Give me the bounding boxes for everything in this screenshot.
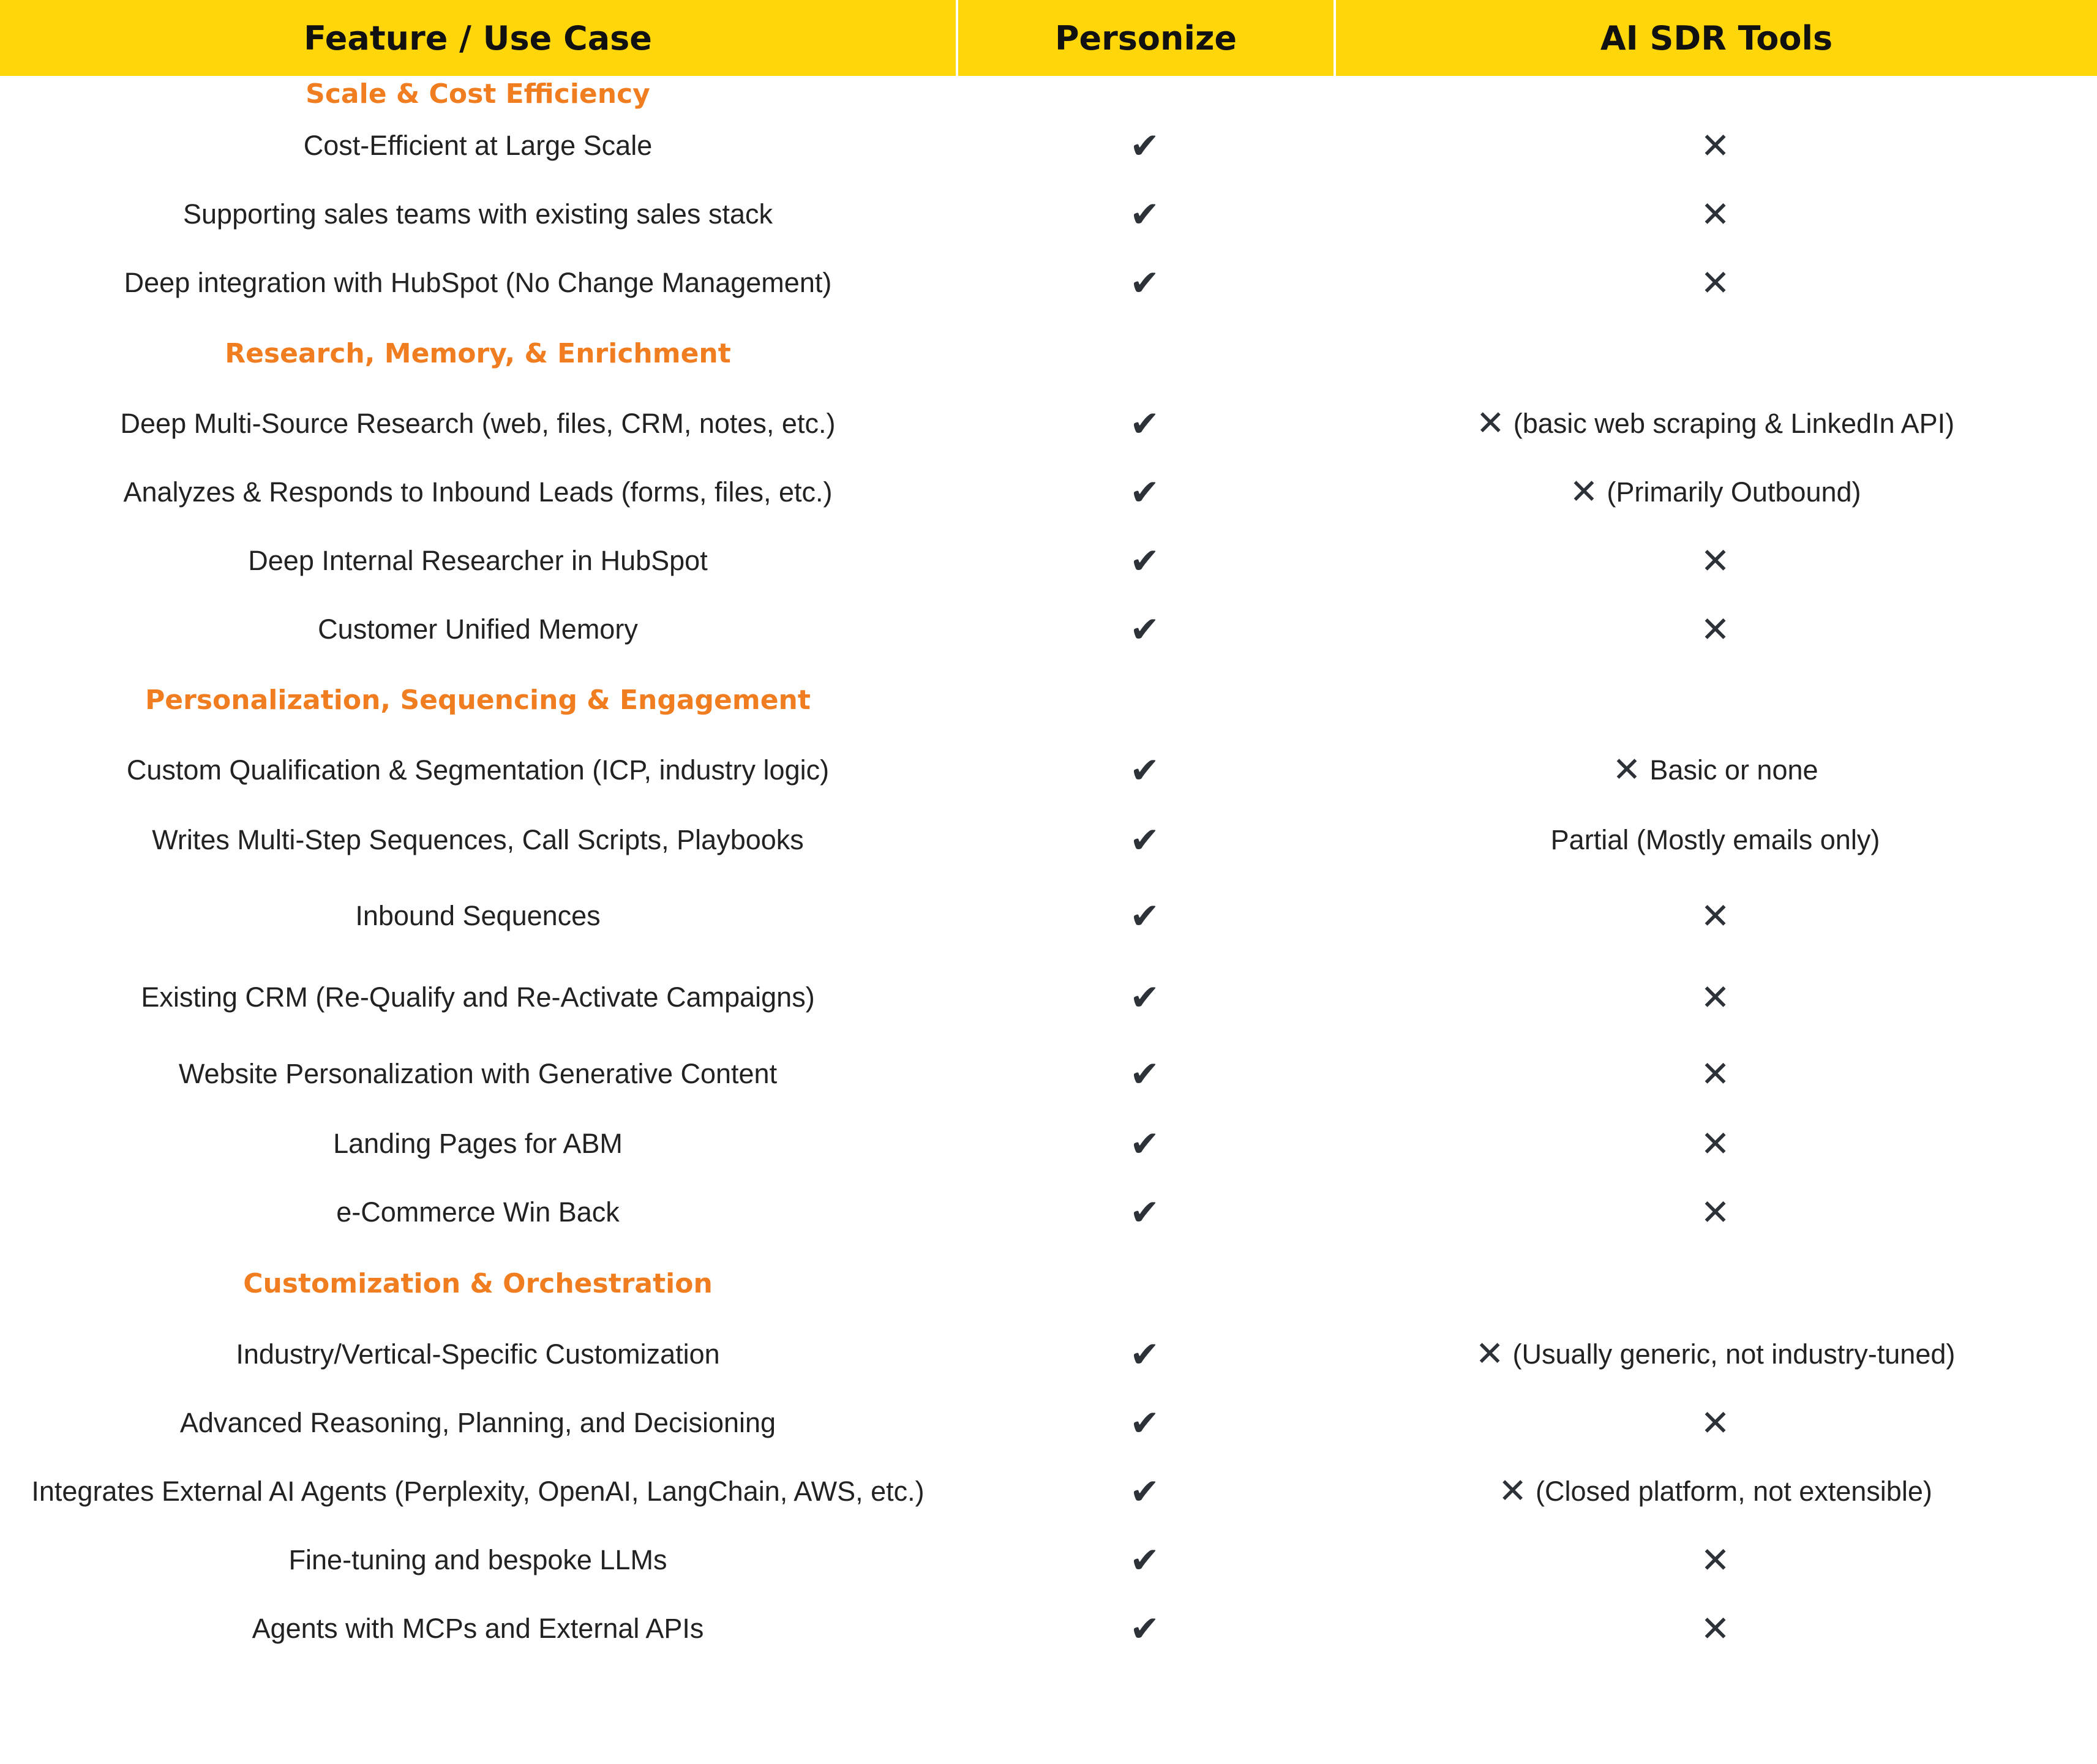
cross-icon: ✕: [1569, 472, 1599, 512]
feature-label: Deep Multi-Source Research (web, files, CRM, notes, etc.): [120, 408, 836, 439]
cross-icon: ✕: [1700, 193, 1730, 235]
checkmark-icon: ✔: [1130, 1402, 1160, 1444]
feature-label: Website Personalization with Generative Content: [178, 1058, 778, 1089]
table-row: [0, 111, 2097, 180]
section-row: [0, 317, 2097, 389]
checkmark-icon: ✔: [1130, 1334, 1160, 1375]
feature-label: Analyzes & Responds to Inbound Leads (forms, files, etc.): [123, 476, 833, 508]
cross-icon: ✕: [1476, 403, 1505, 443]
checkmark-icon: ✔: [1130, 977, 1160, 1018]
table-header: [0, 0, 2097, 76]
empty-cell: [956, 664, 1334, 736]
cross-icon: ✕: [1498, 1471, 1528, 1511]
feature-label: Fine-tuning and bespoke LLMs: [288, 1544, 667, 1575]
table-row: [0, 1594, 2097, 1663]
ai-sdr-cell: [1334, 389, 2097, 458]
empty-cell: [1334, 317, 2097, 389]
ai-sdr-note: (Closed platform, not extensible): [1536, 1476, 1932, 1507]
table-row: [0, 876, 2097, 956]
header-feature: Feature / Use Case: [304, 18, 652, 58]
cross-icon: ✕: [1612, 750, 1641, 790]
empty-cell: [956, 76, 1334, 111]
table-row: [0, 1320, 2097, 1389]
cross-icon: ✕: [1700, 1539, 1730, 1581]
ai-sdr-cell: [1334, 111, 2097, 180]
feature-label: Inbound Sequences: [355, 900, 601, 931]
table-row: [0, 1109, 2097, 1178]
personize-cell: [956, 1457, 1334, 1526]
table-row: [0, 527, 2097, 595]
header-ai-sdr-tools: AI SDR Tools: [1334, 0, 2097, 76]
personize-cell: [956, 111, 1334, 180]
personize-cell: [956, 1389, 1334, 1457]
table-row: [0, 180, 2097, 249]
cross-icon: ✕: [1700, 125, 1730, 167]
feature-label: Landing Pages for ABM: [333, 1128, 623, 1159]
cross-icon: ✕: [1700, 1402, 1730, 1444]
personize-cell: [956, 595, 1334, 664]
cross-icon: ✕: [1700, 609, 1730, 650]
feature-label: Deep integration with HubSpot (No Change Management): [124, 267, 832, 298]
table-row: [0, 389, 2097, 458]
checkmark-icon: ✔: [1130, 819, 1160, 861]
table-row: [0, 1389, 2097, 1457]
ai-sdr-note: Basic or none: [1649, 754, 1818, 786]
cross-icon: ✕: [1700, 540, 1730, 582]
table-row: [0, 736, 2097, 805]
cross-icon: ✕: [1700, 977, 1730, 1018]
empty-cell: [1334, 664, 2097, 736]
section-title: Customization & Orchestration: [243, 1267, 713, 1299]
table-row: [0, 249, 2097, 317]
ai-sdr-cell: [1334, 1526, 2097, 1594]
checkmark-icon: ✔: [1130, 403, 1160, 445]
checkmark-icon: ✔: [1130, 1471, 1160, 1512]
personize-cell: [956, 876, 1334, 956]
personize-cell: [956, 956, 1334, 1038]
feature-label: e-Commerce Win Back: [336, 1196, 620, 1228]
ai-sdr-cell: [1334, 736, 2097, 805]
ai-sdr-note: Partial (Mostly emails only): [1550, 824, 1880, 855]
section-row: [0, 76, 2097, 111]
personize-cell: [956, 1109, 1334, 1178]
personize-cell: [956, 1320, 1334, 1389]
personize-cell: [956, 249, 1334, 317]
cross-icon: ✕: [1475, 1334, 1504, 1374]
empty-cell: [1334, 1247, 2097, 1320]
feature-label: Cost-Efficient at Large Scale: [303, 130, 653, 161]
ai-sdr-note: (Usually generic, not industry-tuned): [1512, 1338, 1956, 1370]
checkmark-icon: ✔: [1130, 125, 1160, 167]
feature-label: Integrates External AI Agents (Perplexity, OpenAI, LangChain, AWS, etc.): [31, 1476, 925, 1507]
feature-label: Industry/Vertical-Specific Customization: [236, 1338, 720, 1370]
personize-cell: [956, 805, 1334, 876]
checkmark-icon: ✔: [1130, 193, 1160, 235]
ai-sdr-cell: [1334, 458, 2097, 527]
checkmark-icon: ✔: [1130, 1539, 1160, 1581]
ai-sdr-cell: [1334, 1178, 2097, 1247]
table-body: [0, 76, 2097, 1663]
section-title: Scale & Cost Efficiency: [306, 78, 650, 110]
personize-cell: [956, 1526, 1334, 1594]
cross-icon: ✕: [1700, 262, 1730, 304]
checkmark-icon: ✔: [1130, 471, 1160, 513]
section-title: Personalization, Sequencing & Engagement: [145, 684, 811, 716]
feature-label: Writes Multi-Step Sequences, Call Scripts, Playbooks: [152, 824, 804, 855]
personize-cell: [956, 1594, 1334, 1663]
checkmark-icon: ✔: [1130, 540, 1160, 582]
table-row: [0, 595, 2097, 664]
ai-sdr-cell: [1334, 1320, 2097, 1389]
ai-sdr-cell: [1334, 805, 2097, 876]
ai-sdr-cell: [1334, 1457, 2097, 1526]
section-title: Research, Memory, & Enrichment: [225, 337, 731, 369]
ai-sdr-cell: [1334, 249, 2097, 317]
cross-icon: ✕: [1700, 1608, 1730, 1650]
table-row: [0, 956, 2097, 1038]
cross-icon: ✕: [1700, 895, 1730, 937]
ai-sdr-note: (basic web scraping & LinkedIn API): [1513, 408, 1955, 439]
personize-cell: [956, 736, 1334, 805]
section-row: [0, 1247, 2097, 1320]
checkmark-icon: ✔: [1130, 262, 1160, 304]
feature-label: Customer Unified Memory: [318, 614, 638, 645]
ai-sdr-cell: [1334, 1038, 2097, 1109]
checkmark-icon: ✔: [1130, 1608, 1160, 1650]
personize-cell: [956, 1038, 1334, 1109]
personize-cell: [956, 458, 1334, 527]
feature-label: Agents with MCPs and External APIs: [252, 1613, 704, 1644]
feature-label: Supporting sales teams with existing sales stack: [183, 198, 773, 230]
table-row: [0, 458, 2097, 527]
table-row: [0, 1178, 2097, 1247]
feature-label: Advanced Reasoning, Planning, and Decisioning: [179, 1407, 776, 1438]
ai-sdr-cell: [1334, 1594, 2097, 1663]
ai-sdr-cell: [1334, 956, 2097, 1038]
personize-cell: [956, 180, 1334, 249]
cross-icon: ✕: [1700, 1053, 1730, 1095]
feature-label: Custom Qualification & Segmentation (ICP, industry logic): [126, 754, 830, 786]
ai-sdr-note: (Primarily Outbound): [1607, 476, 1861, 508]
empty-cell: [1334, 76, 2097, 111]
section-row: [0, 664, 2097, 736]
cross-icon: ✕: [1700, 1192, 1730, 1233]
cross-icon: ✕: [1700, 1123, 1730, 1165]
checkmark-icon: ✔: [1130, 609, 1160, 650]
empty-cell: [956, 1247, 1334, 1320]
table-row: [0, 805, 2097, 876]
personize-cell: [956, 1178, 1334, 1247]
ai-sdr-cell: [1334, 876, 2097, 956]
ai-sdr-cell: [1334, 1109, 2097, 1178]
feature-label: Existing CRM (Re-Qualify and Re-Activate Campaigns): [141, 981, 815, 1013]
checkmark-icon: ✔: [1130, 749, 1160, 791]
table-row: [0, 1038, 2097, 1109]
feature-label: Deep Internal Researcher in HubSpot: [248, 545, 708, 576]
checkmark-icon: ✔: [1130, 895, 1160, 937]
table-row: [0, 1457, 2097, 1526]
checkmark-icon: ✔: [1130, 1192, 1160, 1233]
header-personize: Personize: [956, 0, 1334, 76]
ai-sdr-cell: [1334, 527, 2097, 595]
table-row: [0, 1526, 2097, 1594]
personize-cell: [956, 389, 1334, 458]
ai-sdr-cell: [1334, 180, 2097, 249]
ai-sdr-cell: [1334, 1389, 2097, 1457]
ai-sdr-cell: [1334, 595, 2097, 664]
checkmark-icon: ✔: [1130, 1123, 1160, 1165]
checkmark-icon: ✔: [1130, 1053, 1160, 1095]
empty-cell: [956, 317, 1334, 389]
personize-cell: [956, 527, 1334, 595]
